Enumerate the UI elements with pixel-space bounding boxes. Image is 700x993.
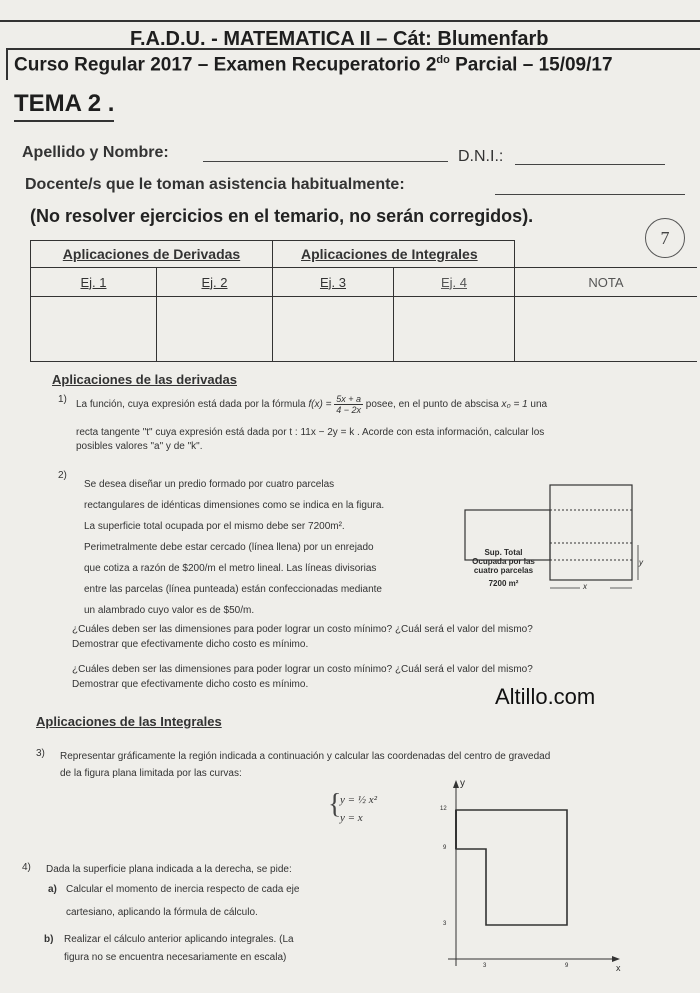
q3-line1: Representar gráficamente la región indicada a continuación y calcular las coordenadas del centro de gravedad — [60, 751, 551, 762]
q2-tail-line: Demostrar que efectivamente dicho costo es mínimo. — [72, 679, 309, 690]
q1-function: f(x) = — [308, 399, 332, 411]
dni-label: D.N.I.: — [458, 148, 504, 165]
parcel-caption-line: Ocupada por las — [472, 557, 535, 566]
q4b-label: b) — [44, 934, 54, 945]
parcel-y-label: y — [639, 558, 643, 567]
header-line-1: F.A.D.U. - MATEMATICA II – Cát: Blumenfarb — [130, 28, 549, 50]
grade-col-ej1: Ej. 1 — [31, 268, 157, 297]
parcel-x-label: x — [583, 582, 587, 591]
q2-line: La superficie total ocupada por el mismo debe ser 7200m². — [84, 521, 345, 532]
grade-cell-ej3[interactable] — [273, 297, 394, 362]
parcel-caption-line: Sup. Total — [484, 548, 523, 557]
grade-col-nota: NOTA — [515, 268, 698, 297]
graph-x-label: x — [616, 963, 621, 973]
q2-tail-line: ¿Cuáles deben ser las dimensiones para poder lograr un costo mínimo? ¿Cuál será el valor del mismo? — [72, 624, 533, 635]
grade-col-ej2: Ej. 2 — [157, 268, 273, 297]
q4-number: 4) — [22, 862, 31, 873]
section-integrales-title: Aplicaciones de las Integrales — [36, 714, 222, 729]
grade-cell-ej4[interactable] — [394, 297, 515, 362]
q1-number: 1) — [58, 394, 67, 405]
q2-line: Perimetralmente debe estar cercado (línea llena) por un enrejado — [84, 542, 374, 553]
system-brace: { — [328, 789, 342, 820]
section-derivadas-title: Aplicaciones de las derivadas — [52, 372, 237, 387]
q2-line: entre las parcelas (línea punteada) están confeccionadas mediante — [84, 584, 382, 595]
parcel-caption-area: 7200 m² — [488, 579, 519, 588]
q1-text-b: posee, en el punto de abscisa — [365, 399, 499, 411]
top-rule — [0, 20, 700, 22]
tema-heading: TEMA 2 . — [14, 90, 115, 117]
name-label: Apellido y Nombre: — [22, 144, 169, 161]
graph-y-label: y — [460, 778, 465, 789]
q2-line: que cotiza a razón de $200/m el metro lineal. Las líneas divisorias — [84, 563, 377, 574]
warning-text: (No resolver ejercicios en el temario, no serán corregidos). — [30, 206, 534, 226]
inertia-shape — [456, 810, 567, 925]
q3-line2: de la figura plana limitada por las curvas: — [60, 768, 242, 779]
grade-col-ej4: Ej. 4 — [394, 268, 515, 297]
q2-line: Se desea diseñar un predio formado por cuatro parcelas — [84, 479, 335, 490]
q2-tail-line: ¿Cuáles deben ser las dimensiones para poder lograr un costo mínimo? ¿Cuál será el valor del mismo? — [72, 664, 533, 675]
system-eq1: y = ½ x² — [340, 794, 377, 806]
grade-col-ej3: Ej. 3 — [273, 268, 394, 297]
q1-line3: posibles valores "a" y de "k". — [76, 441, 203, 452]
y-axis-arrow — [453, 780, 459, 788]
grade-group-derivadas: Aplicaciones de Derivadas — [31, 241, 273, 268]
page-mark: 7 — [645, 218, 685, 258]
q2-line: un alambrado cuyo valor es de $50/m. — [84, 605, 255, 616]
grade-table — [30, 240, 697, 362]
q4a-label: a) — [48, 884, 57, 895]
graph-y-tick-9: 9 — [443, 845, 447, 851]
q1-denominator: 4 − 2x — [336, 405, 361, 415]
grade-group-integrales: Aplicaciones de Integrales — [273, 241, 515, 268]
header-course: Curso Regular 2017 – Examen Recuperatorio 2 — [14, 54, 437, 76]
system-eq2: y = x — [340, 812, 363, 824]
grade-cell-ej1[interactable] — [31, 297, 157, 362]
q4a-line2: cartesiano, aplicando la fórmula de cálculo. — [66, 907, 258, 918]
inertia-graph — [440, 776, 630, 981]
q2-number: 2) — [58, 470, 67, 481]
q2-line: rectangulares de idénticas dimensiones como se indica en la figura. — [84, 500, 385, 511]
q2-tail-line: Demostrar que efectivamente dicho costo es mínimo. — [72, 639, 309, 650]
watermark: Altillo.com — [495, 684, 596, 709]
q2-body — [84, 474, 384, 621]
q4b-line1: Realizar el cálculo anterior aplicando integrales. (La — [64, 934, 294, 945]
q1-text-c: una — [530, 399, 548, 411]
header-ordinal: do — [436, 54, 450, 66]
q2-tail — [72, 622, 533, 692]
graph-x-tick-9: 9 — [565, 963, 569, 969]
q4-line1: Dada la superficie plana indicada a la derecha, se pide: — [46, 864, 292, 875]
name-blank[interactable] — [203, 160, 448, 162]
docente-blank[interactable] — [495, 193, 685, 195]
docente-label: Docente/s que le toman asistencia habitualmente: — [25, 176, 405, 193]
parcel-caption-line: cuatro parcelas — [473, 566, 534, 575]
graph-x-tick-3: 3 — [483, 963, 487, 969]
grade-blank-corner — [515, 241, 698, 268]
x-axis-arrow — [612, 956, 620, 962]
q1-text-a: La función, cuya expresión está dada por la fórmula — [76, 399, 306, 411]
q1-line2: recta tangente "t" cuya expresión está dada por t : 11x − 2y = k . Acorde con esta información, calcular los — [76, 427, 545, 438]
parcel-caption — [466, 548, 541, 588]
q1-fraction — [334, 394, 363, 415]
graph-y-tick-12: 12 — [440, 806, 447, 812]
q3-number: 3) — [36, 748, 45, 759]
graph-y-tick-3: 3 — [443, 921, 447, 927]
q4b-line2: figura no se encuentra necesariamente en escala) — [64, 952, 287, 963]
header-date: Parcial – 15/09/17 — [449, 54, 613, 76]
q4a-line1: Calcular el momento de inercia respecto de cada eje — [66, 884, 300, 895]
q1-line1 — [76, 394, 547, 415]
grade-cell-nota[interactable] — [515, 297, 698, 362]
q1-numerator: 5x + a — [336, 394, 361, 404]
grade-cell-ej2[interactable] — [157, 297, 273, 362]
q1-x0: x₀ = 1 — [501, 399, 528, 411]
tema-underline — [14, 120, 114, 122]
dni-blank[interactable] — [515, 163, 665, 165]
parcel-tall-rect — [550, 485, 632, 580]
header-line-2 — [14, 54, 613, 76]
